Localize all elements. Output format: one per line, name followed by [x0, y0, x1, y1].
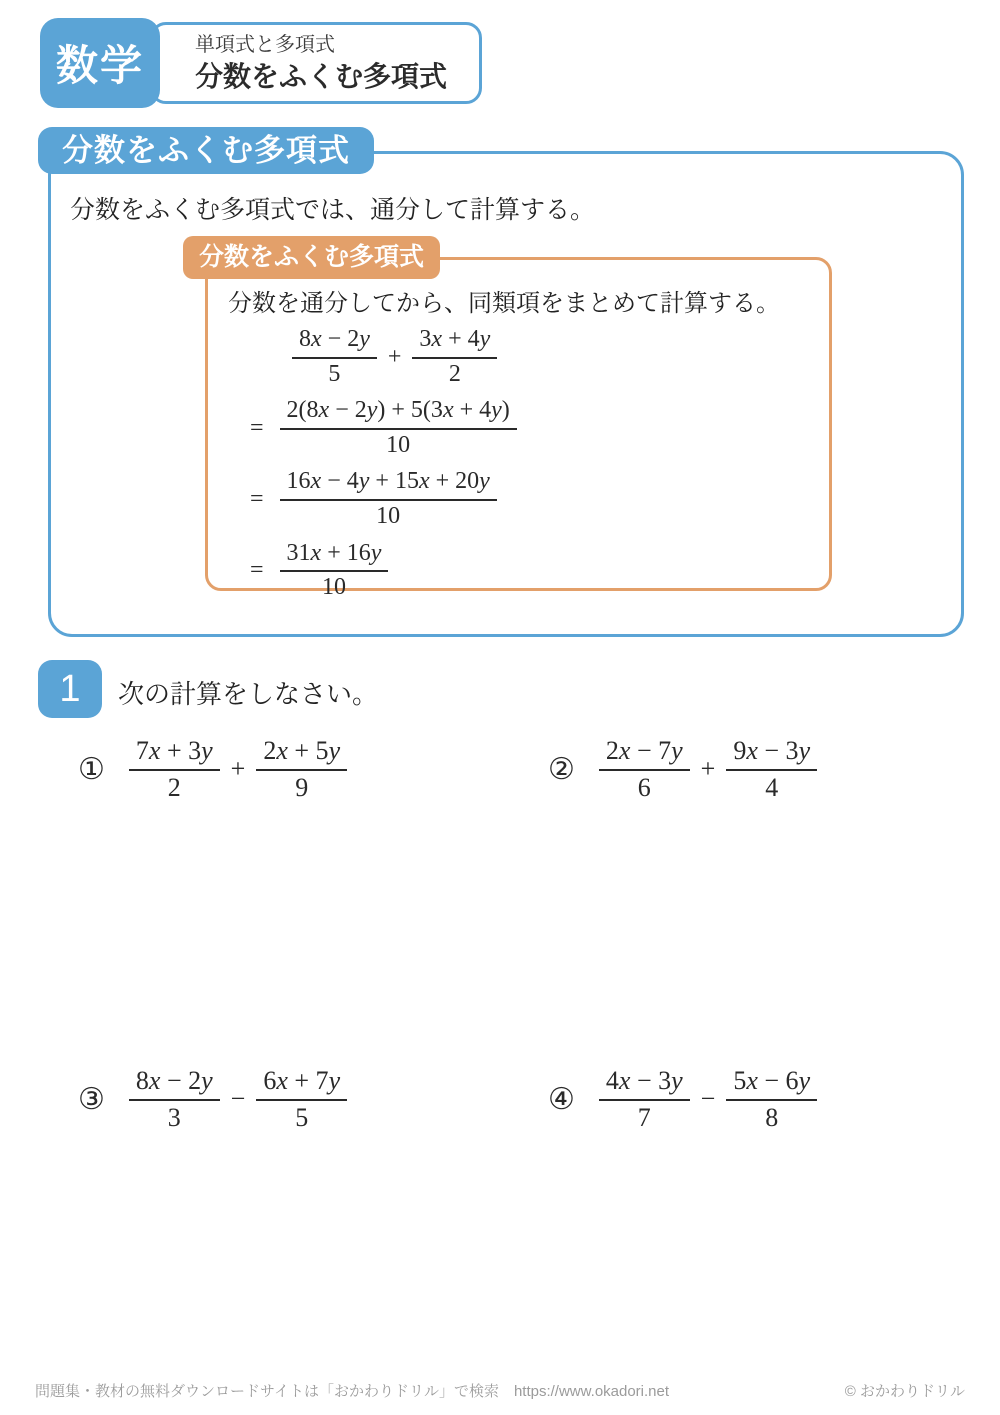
example-line-1 [292, 326, 517, 388]
problem-number-circle: ④ [548, 1082, 575, 1116]
fraction-numerator: 8x − 2y [292, 326, 377, 359]
fraction [599, 736, 690, 803]
problem-item-3 [78, 1066, 347, 1133]
fraction-denominator: 6 [637, 772, 651, 802]
example-line-3 [250, 468, 517, 530]
example-line-4 [250, 540, 517, 602]
fraction-denominator: 7 [637, 1102, 651, 1132]
fraction-numerator: 5x − 6y [726, 1066, 817, 1101]
operator: − [700, 1084, 716, 1114]
unit-label: 単項式と多項式 [195, 33, 335, 56]
fraction-denominator: 2 [448, 360, 461, 387]
example-box-title: 分数をふくむ多項式 [183, 236, 440, 279]
problem-number-circle: ② [548, 752, 575, 786]
fraction-denominator: 10 [321, 574, 346, 601]
problem-number-circle: ③ [78, 1082, 105, 1116]
fraction-numerator: 31x + 16y [280, 540, 389, 573]
question-number-badge [38, 660, 102, 718]
fraction-numerator: 4x − 3y [599, 1066, 690, 1101]
footer-copyright: © おかわりドリル [844, 1383, 965, 1400]
fraction-numerator: 9x − 3y [726, 736, 817, 771]
fraction-denominator: 9 [295, 772, 309, 802]
fraction [280, 397, 517, 459]
problem-item-4 [548, 1066, 817, 1133]
fraction-denominator: 5 [295, 1102, 309, 1132]
equals-sign: = [250, 557, 264, 584]
question-instruction: 次の計算をしなさい。 [118, 680, 379, 709]
problem-expression [129, 736, 347, 803]
fraction-numerator: 7x + 3y [129, 736, 220, 771]
example-line-2 [250, 397, 517, 459]
fraction-numerator: 2x − 7y [599, 736, 690, 771]
problem-expression [599, 736, 817, 803]
fraction-numerator: 3x + 4y [412, 326, 497, 359]
fraction-numerator: 2(8x − 2y) + 5(3x + 4y) [280, 397, 517, 430]
fraction [412, 326, 497, 388]
problem-number-circle: ① [78, 752, 105, 786]
section-title: 分数をふくむ多項式 [38, 127, 374, 174]
fraction [129, 1066, 220, 1133]
problem-item-1 [78, 736, 347, 803]
subject-label: 数学 [55, 42, 144, 89]
fraction-numerator: 16x − 4y + 15x + 20y [280, 468, 497, 501]
section-lead-text: 分数をふくむ多項式では、通分して計算する。 [70, 197, 596, 224]
fraction-denominator: 10 [386, 431, 411, 458]
footer-site-info: 問題集・教材の無料ダウンロードサイトは「おかわりドリル」で検索 https://www.okadori.net [35, 1383, 670, 1400]
fraction-numerator: 6x + 7y [256, 1066, 347, 1101]
fraction [280, 540, 389, 602]
example-math [250, 326, 517, 611]
fraction-denominator: 3 [167, 1102, 181, 1132]
operator: + [230, 754, 246, 784]
fraction [280, 468, 497, 530]
fraction-numerator: 2x + 5y [256, 736, 347, 771]
problem-expression [129, 1066, 347, 1133]
fraction [726, 1066, 817, 1133]
question-number: 1 [59, 667, 81, 710]
subject-badge [40, 18, 160, 108]
fraction [292, 326, 377, 388]
fraction-denominator: 10 [376, 502, 401, 529]
problem-item-2 [548, 736, 817, 803]
fraction-denominator: 2 [167, 772, 181, 802]
example-description: 分数を通分してから、同類項をまとめて計算する。 [228, 291, 780, 317]
fraction-numerator: 8x − 2y [129, 1066, 220, 1101]
fraction [599, 1066, 690, 1133]
fraction-denominator: 8 [765, 1102, 779, 1132]
header-box [150, 22, 482, 104]
operator: − [230, 1084, 246, 1114]
fraction [256, 1066, 347, 1133]
problem-expression [599, 1066, 817, 1133]
fraction-denominator: 5 [328, 360, 341, 387]
fraction [726, 736, 817, 803]
worksheet-title: 分数をふくむ多項式 [195, 60, 448, 92]
fraction-denominator: 4 [765, 772, 779, 802]
equals-sign: = [250, 414, 264, 441]
operator: + [700, 754, 716, 784]
equals-sign: = [250, 485, 264, 512]
operator: + [387, 343, 402, 370]
fraction [129, 736, 220, 803]
fraction [256, 736, 347, 803]
